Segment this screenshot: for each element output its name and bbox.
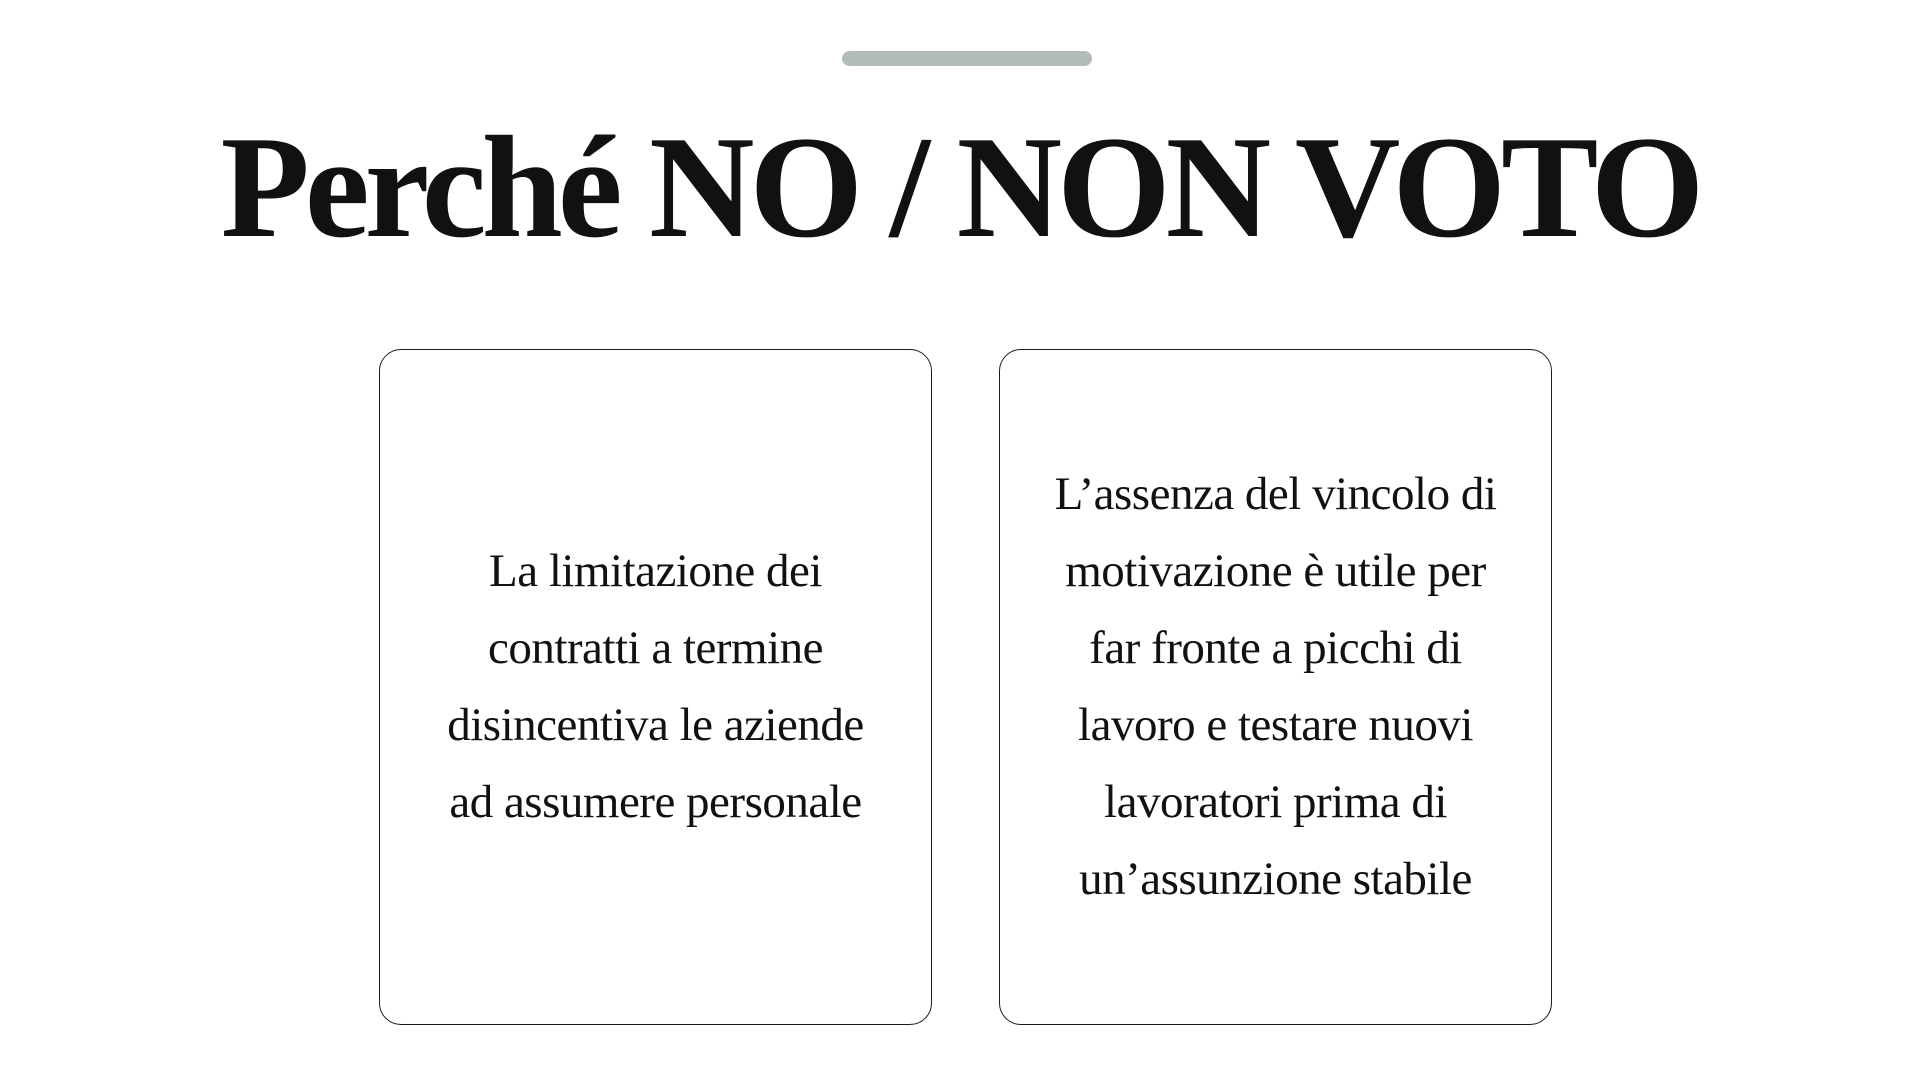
argument-line: un’assunzione stabile — [1079, 853, 1472, 905]
argument-text-right — [1031, 456, 1521, 918]
argument-line: lavoro e testare nuovi — [1078, 699, 1473, 751]
page-title: Perché NO / NON VOTO — [220, 106, 1700, 268]
argument-card-right — [999, 349, 1552, 1025]
argument-line: contratti a termine — [487, 622, 823, 674]
argument-text-left — [411, 533, 901, 841]
argument-line: L’assenza del vincolo di — [1054, 468, 1497, 520]
drag-handle[interactable] — [842, 51, 1092, 66]
argument-line: far fronte a picchi di — [1089, 622, 1462, 674]
argument-card-left — [379, 349, 932, 1025]
argument-line: motivazione è utile per — [1065, 545, 1486, 597]
argument-line: ad assumere personale — [449, 776, 862, 828]
argument-line: La limitazione dei — [489, 545, 822, 597]
argument-line: lavoratori prima di — [1104, 776, 1447, 828]
argument-line: disincentiva le aziende — [447, 699, 864, 751]
